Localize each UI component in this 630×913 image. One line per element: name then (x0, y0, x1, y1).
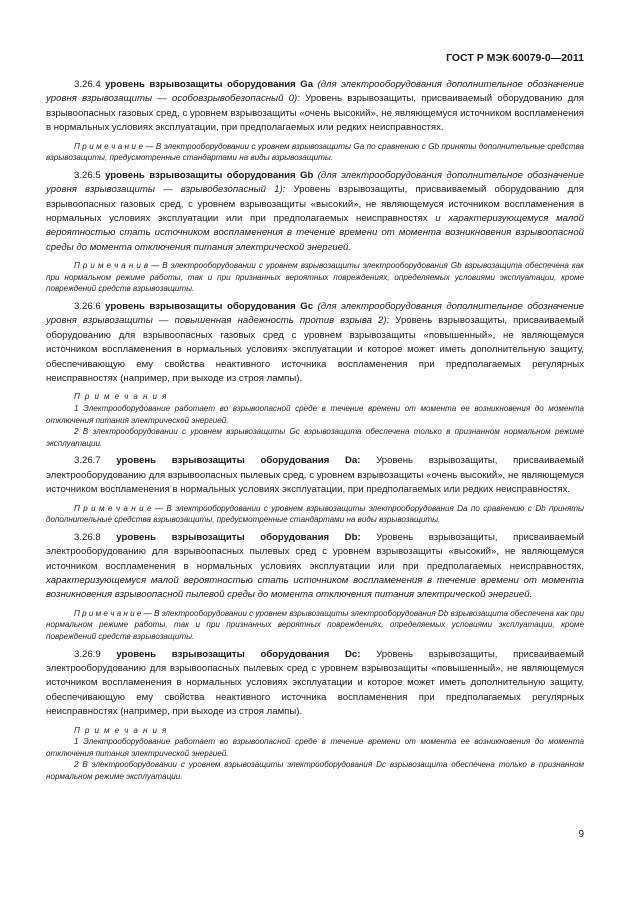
clause-number: 3.26.7 (74, 455, 117, 467)
clause-3-26-7 (46, 454, 584, 497)
note-label: П р и м е ч а н и е (74, 141, 143, 151)
page-number: 9 (578, 829, 584, 840)
note-item-1: 1 Электрооборудование работает во взрывоопасной среде в течение времени от момента ее возникновения до момента отключения питания электрической энергией. (46, 737, 584, 758)
clause-term: уровень взрывозащиты оборудования Gc (105, 301, 314, 313)
clause-qualifier: (для электрооборудования дополнительное обозначение уровня взрывозащиты — особовзрывобезопасный 0): (46, 79, 584, 105)
clause-3-26-8 (46, 531, 584, 603)
clause-term: уровень взрывозащиты оборудования Db: (116, 531, 361, 543)
clause-3-26-6 (46, 300, 584, 386)
clause-3-26-4 (46, 78, 584, 136)
clause-term: уровень взрывозащиты оборудования Ga (105, 79, 314, 90)
note-text: — В электрооборудовании с уровнем взрывозащиты электрооборудования Da по сравнению с Db приняты дополнительные средства взрывозащиты, предусмотренные стандартами на виды взрывозащиты. (46, 503, 584, 525)
clause-emphasis: характеризующемуся малой вероятностью стать источником воспламенения в течение времени от момента возникновения взрывоопасной пылевой среды до момента отключения питания электрической энергией. (46, 575, 584, 601)
note-3-26-8 (46, 608, 584, 643)
clause-3-26-9 (46, 648, 584, 720)
clause-text: Уровень взрывозащиты, присваиваемый оборудованию для взрывоопасных газовых сред с уровнем взрывозащиты «повышенный», не являющемуся источником воспламенения в нормальных условиях эксплуатации и которое может иметь дополнительную защиту, обеспечивающую ему свойства неактивного источника воспламенения при предполагаемых регулярных неисправностях (например, при выходе из строя лампы). (46, 315, 585, 385)
note-item-2: 2 В электрооборудовании с уровнем взрывозащиты Gc взрывозащита обеспечена только в признанном нормальном режиме эксплуатации. (46, 427, 584, 448)
document-body (46, 78, 584, 783)
clause-3-26-5 (46, 169, 584, 255)
clause-number: 3.26.9 (74, 648, 117, 660)
clause-number: 3.26.5 (74, 169, 106, 181)
clause-number: 3.26.6 (74, 301, 106, 313)
note-3-26-7 (46, 503, 584, 526)
clause-emphasis: и характеризующемуся малой вероятностью стать источником воспламенения в течение времени от момента возникновения взрывоопасной среды до момента отключения питания электрической энергией. (46, 213, 584, 253)
notes-heading-3-26-9: П р и м е ч а н и я (74, 725, 168, 735)
clause-qualifier: (для электрооборудования дополнительное обозначение уровня взрывозащиты — повышенная надежность против взрыва 2): (46, 301, 584, 327)
note-text: — В электрооборудовании с уровнем взрывозащиты электрооборудования Gb взрывозащита обеспечена как при нормальном режиме работы, так и при признанных вероятных повреждениях, определяемых условиями эксплуатации, кроме повреждений средств взрывозащиты. (46, 261, 584, 294)
note-text: — В электрооборудовании с уровнем взрывозащиты электрооборудования Db взрывозащита обеспечена как при нормальном режиме работы, так и при признанных вероятных повреждениях, определяемых условиями эксплуатации, кроме повреждений средств взрывозащиты. (46, 608, 584, 642)
note-label: П р и м е ч а н и в (74, 261, 149, 271)
clause-text: Уровень взрывозащиты, присваиваемый оборудованию для взрывоопасных газовых сред, с уровнем взрывозащиты «очень высокий», не являющемуся источником воспламенения в нормальных условиях эксплуатации, при предполагаемых или редких неисправностях. (46, 93, 584, 134)
clause-text: Уровень взрывозащиты, присваиваемый оборудованию для взрывоопасных газовых сред, с уровнем взрывозащиты «высокий», не являющемуся источником воспламенения в нормальных условиях эксплуатации или при предполагаемых неисправностях (46, 184, 584, 225)
clause-text: Уровень взрывозащиты, присваиваемый электрооборудованию для взрывоопасных пылевых сред с уровнем взрывозащиты «повышенный», не являющемуся источником воспламенения в нормальных условиях эксплуатации и которое может иметь дополнительную защиту, обеспечивающую ему свойства неактивного источника воспламенения при предполагаемых регулярных неисправностях (например, при выходе из строя лампы). (46, 648, 585, 718)
note-label: П р и м е ч а н и е (74, 608, 142, 618)
clause-term: уровень взрывозащиты оборудования Da: (116, 455, 361, 467)
note-3-26-4 (46, 141, 584, 164)
note-text: — В электрооборудовании с уровнем взрывозащиты Ga по сравнению с Gb приняты дополнительные средства взрывозащиты, предусмотренные стандартами на виды взрывозащиты. (46, 141, 584, 163)
clause-term: уровень взрывозащиты оборудования Dc: (116, 648, 361, 660)
clause-text: Уровень взрывозащиты, присваиваемый электрооборудованию для взрывоопасных пылевых сред с уровнем взрывозащиты «высокий», не являющемуся источником воспламенения в нормальных условиях эксплуатации или при предполагаемых неисправностях, (46, 531, 585, 572)
clause-text: Уровень взрывозащиты, присваиваемый электрооборудованию для взрывоопасных пылевых сред, с уровнем взрывозащиты «очень высокий», не являющемуся источником воспламенения в нормальных условиях эксплуатации, при предполагаемых или редких неисправностях. (46, 455, 585, 496)
clause-number: 3.26.4 (74, 79, 106, 90)
note-label: П р и м е ч а н и е (74, 503, 152, 513)
note-item-1: 1 Электрооборудование работает во взрывоопасной среде в течение времени от момента ее возникновения до момента отключения питания электрической энергией. (46, 404, 584, 425)
clause-qualifier: (для электрооборудования дополнительное обозначение уровня взрывозащиты — взрывобезопасный 1): (46, 169, 584, 196)
document-header: ГОСТ Р МЭК 60079-0—2011 (446, 52, 584, 64)
note-3-26-5 (46, 260, 584, 295)
clause-term: уровень взрывозащиты оборудования Gb (105, 169, 314, 181)
clause-number: 3.26.8 (74, 531, 117, 543)
notes-heading-3-26-6: П р и м е ч а н и я (74, 392, 168, 402)
note-item-2: 2 В электрооборудовании с уровнем взрывозащиты электрооборудования Dc взрывозащита обеспечена только в признанном нормальном режиме эксплуатации. (46, 760, 584, 782)
